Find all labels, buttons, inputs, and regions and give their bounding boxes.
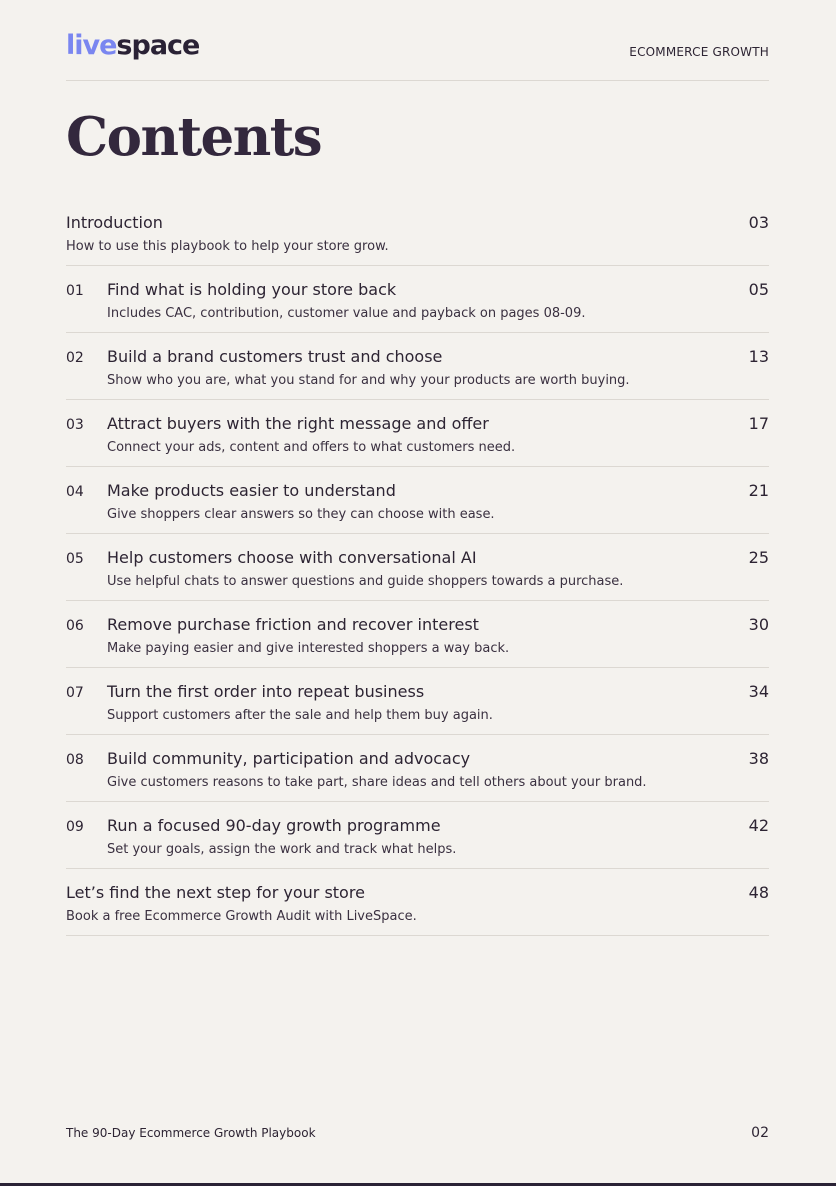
header-section-tag: ECOMMERCE GROWTH <box>629 45 769 59</box>
toc-description: Set your goals, assign the work and track what helps. <box>107 842 457 857</box>
page-header <box>66 28 769 81</box>
toc-section-number: 06 <box>66 618 84 634</box>
toc-page-number: 34 <box>748 682 769 701</box>
toc-page-number: 48 <box>748 883 769 902</box>
livespace-logo[interactable] <box>66 29 199 63</box>
toc-title: Attract buyers with the right message and offer <box>107 414 489 433</box>
toc-title: Let’s find the next step for your store <box>66 883 365 902</box>
toc-page-number: 42 <box>748 816 769 835</box>
toc-description: Give shoppers clear answers so they can choose with ease. <box>107 507 495 522</box>
toc-section-number: 01 <box>66 283 84 299</box>
toc-section-number: 02 <box>66 350 84 366</box>
footer-document-title: The 90-Day Ecommerce Growth Playbook <box>66 1126 316 1140</box>
toc-section-number: 03 <box>66 417 84 433</box>
toc-description: How to use this playbook to help your store grow. <box>66 239 389 254</box>
toc-page-number: 38 <box>748 749 769 768</box>
toc-section-number: 07 <box>66 685 84 701</box>
toc-page-number: 13 <box>748 347 769 366</box>
toc-title: Introduction <box>66 213 163 232</box>
toc-row-section-01[interactable] <box>66 266 769 333</box>
toc-row-section-02[interactable] <box>66 333 769 400</box>
toc-section-number: 04 <box>66 484 84 500</box>
toc-description: Give customers reasons to take part, share ideas and tell others about your brand. <box>107 775 647 790</box>
toc-description: Show who you are, what you stand for and why your products are worth buying. <box>107 373 630 388</box>
toc-description: Book a free Ecommerce Growth Audit with LiveSpace. <box>66 909 417 924</box>
toc-page-number: 05 <box>748 280 769 299</box>
toc-page-number: 30 <box>748 615 769 634</box>
toc-section-number: 08 <box>66 752 84 768</box>
toc-title: Run a focused 90-day growth programme <box>107 816 441 835</box>
toc-title: Turn the first order into repeat business <box>107 682 425 701</box>
logo-text-space: space <box>116 30 200 61</box>
footer-page-number: 02 <box>751 1125 769 1141</box>
toc-title: Build community, participation and advocacy <box>107 749 471 768</box>
page-title: Contents <box>66 106 322 168</box>
document-page <box>66 0 769 1186</box>
toc-description: Includes CAC, contribution, customer value and payback on pages 08-09. <box>107 306 586 321</box>
toc-page-number: 21 <box>748 481 769 500</box>
toc-row-next-step[interactable] <box>66 869 769 936</box>
toc-row-section-04[interactable] <box>66 467 769 534</box>
toc-page-number: 03 <box>748 213 769 232</box>
table-of-contents <box>66 199 769 936</box>
toc-row-section-09[interactable] <box>66 802 769 869</box>
toc-title: Build a brand customers trust and choose <box>107 347 443 366</box>
toc-row-introduction[interactable] <box>66 199 769 266</box>
toc-section-number: 09 <box>66 819 84 835</box>
toc-description: Make paying easier and give interested shoppers a way back. <box>107 641 510 656</box>
toc-section-number: 05 <box>66 551 84 567</box>
toc-page-number: 17 <box>748 414 769 433</box>
toc-row-section-03[interactable] <box>66 400 769 467</box>
toc-description: Support customers after the sale and help them buy again. <box>107 708 493 723</box>
toc-row-section-06[interactable] <box>66 601 769 668</box>
toc-title: Find what is holding your store back <box>107 280 397 299</box>
toc-row-section-07[interactable] <box>66 668 769 735</box>
toc-description: Connect your ads, content and offers to what customers need. <box>107 440 516 455</box>
toc-row-section-08[interactable] <box>66 735 769 802</box>
toc-row-section-05[interactable] <box>66 534 769 601</box>
toc-title: Remove purchase friction and recover interest <box>107 615 479 634</box>
toc-description: Use helpful chats to answer questions and guide shoppers towards a purchase. <box>107 574 624 589</box>
toc-title: Help customers choose with conversational AI <box>107 548 477 567</box>
toc-page-number: 25 <box>748 548 769 567</box>
logo-text-live: live <box>66 30 117 61</box>
toc-title: Make products easier to understand <box>107 481 396 500</box>
